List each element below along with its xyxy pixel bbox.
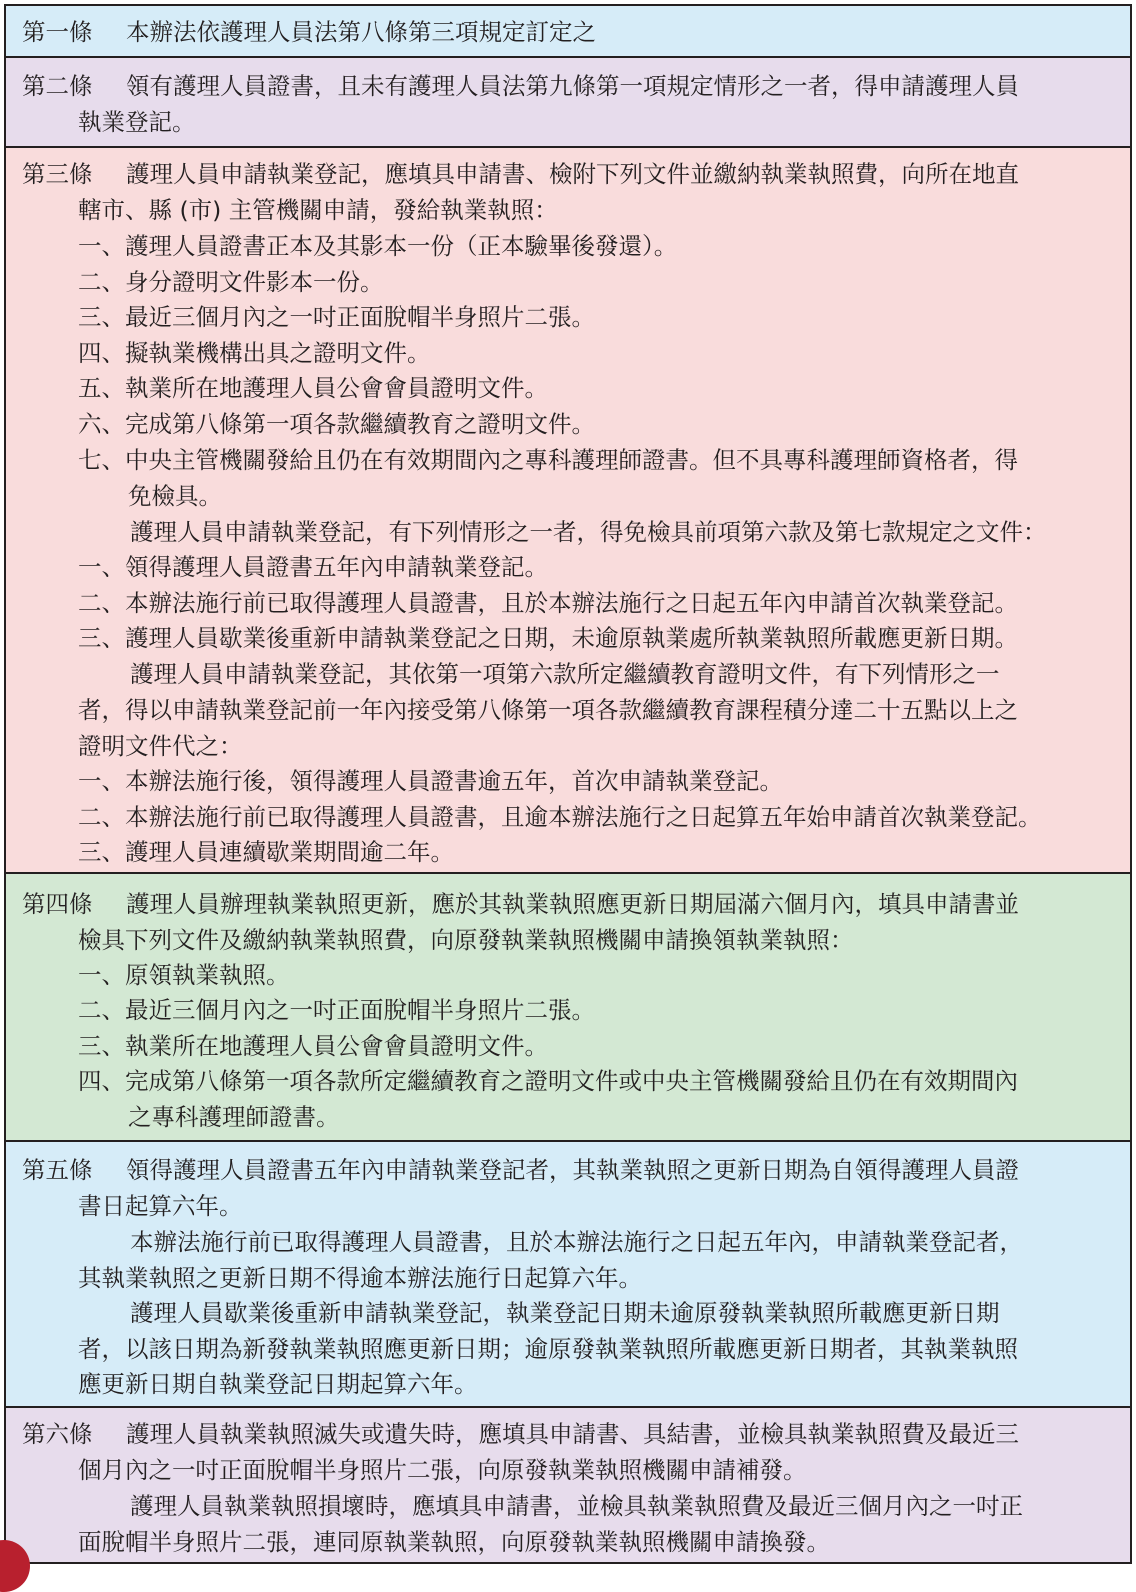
article-text-line: 證明文件代之： xyxy=(78,732,243,760)
article-label: 第四條 xyxy=(22,890,93,918)
list-item: 三、護理人員連續歇業期間逾二年。 xyxy=(78,838,454,866)
list-item: 一、原領執業執照。 xyxy=(78,961,290,989)
article-text-line: 個月內之一吋正面脫帽半身照片二張，向原發執業執照機關申請補發。 xyxy=(78,1456,807,1484)
paragraph-line: 護理人員申請執業登記，其依第一項第六款所定繼續教育證明文件，有下列情形之一 xyxy=(130,660,1000,688)
list-item: 三、護理人員歇業後重新申請執業登記之日期，未逾原執業處所執業執照所載應更新日期。 xyxy=(78,624,1018,652)
article-1 xyxy=(6,6,1130,58)
paragraph-line: 護理人員申請執業登記，有下列情形之一者，得免檢具前項第六款及第七款規定之文件： xyxy=(130,518,1047,546)
article-text-line: 者，以該日期為新發執業執照應更新日期；逾原發執業執照所載應更新日期者，其執業執照 xyxy=(78,1335,1018,1363)
list-item: 二、最近三個月內之一吋正面脫帽半身照片二張。 xyxy=(78,996,595,1024)
article-text-line: 之專科護理師證書。 xyxy=(128,1103,340,1131)
article-text-line: 領有護理人員證書，且未有護理人員法第九條第一項規定情形之一者，得申請護理人員 xyxy=(126,72,1019,100)
list-item: 二、本辦法施行前已取得護理人員證書，且逾本辦法施行之日起算五年始申請首次執業登記。 xyxy=(78,803,1042,831)
article-label: 第一條 xyxy=(22,18,93,46)
article-label: 第六條 xyxy=(22,1420,93,1448)
list-item: 一、本辦法施行後，領得護理人員證書逾五年，首次申請執業登記。 xyxy=(78,767,783,795)
list-item: 五、執業所在地護理人員公會會員證明文件。 xyxy=(78,374,548,402)
article-3 xyxy=(6,148,1130,874)
regulation-document xyxy=(4,4,1132,1564)
list-item: 二、本辦法施行前已取得護理人員證書，且於本辦法施行之日起五年內申請首次執業登記。 xyxy=(78,589,1018,617)
article-label: 第五條 xyxy=(22,1156,93,1184)
article-text-line: 書日起算六年。 xyxy=(78,1192,243,1220)
article-label: 第三條 xyxy=(22,160,93,188)
article-text-line: 免檢具。 xyxy=(128,482,222,510)
paragraph-line: 護理人員執業執照損壞時，應填具申請書，並檢具執業執照費及最近三個月內之一吋正 xyxy=(130,1492,1023,1520)
article-text-line: 本辦法依護理人員法第八條第三項規定訂定之 xyxy=(126,18,596,46)
list-item: 七、中央主管機關發給且仍在有效期間內之專科護理師證書。但不具專科護理師資格者，得 xyxy=(78,446,1018,474)
article-text-line: 其執業執照之更新日期不得逾本辦法施行日起算六年。 xyxy=(78,1264,642,1292)
list-item: 三、最近三個月內之一吋正面脫帽半身照片二張。 xyxy=(78,303,595,331)
paragraph-line: 本辦法施行前已取得護理人員證書，且於本辦法施行之日起五年內，申請執業登記者， xyxy=(130,1228,1023,1256)
article-text-line: 應更新日期自執業登記日期起算六年。 xyxy=(78,1370,478,1398)
paragraph-line: 護理人員歇業後重新申請執業登記，執業登記日期未逾原發執業執照所載應更新日期 xyxy=(130,1299,1000,1327)
article-text-line: 領得護理人員證書五年內申請執業登記者，其執業執照之更新日期為自領得護理人員證 xyxy=(126,1156,1019,1184)
article-text-line: 面脫帽半身照片二張，連同原執業執照，向原發執業執照機關申請換發。 xyxy=(78,1528,830,1556)
article-text-line: 護理人員執業執照滅失或遺失時，應填具申請書、具結書，並檢具執業執照費及最近三 xyxy=(126,1420,1019,1448)
article-5 xyxy=(6,1142,1130,1408)
article-2 xyxy=(6,58,1130,148)
article-text-line: 護理人員申請執業登記，應填具申請書、檢附下列文件並繳納執業執照費，向所在地直 xyxy=(126,160,1019,188)
list-item: 四、擬執業機構出具之證明文件。 xyxy=(78,339,431,367)
article-4 xyxy=(6,874,1130,1142)
article-label: 第二條 xyxy=(22,72,93,100)
article-6 xyxy=(6,1408,1130,1562)
article-text-line: 檢具下列文件及繳納執業執照費，向原發執業執照機關申請換領執業執照： xyxy=(78,926,854,954)
list-item: 一、領得護理人員證書五年內申請執業登記。 xyxy=(78,553,548,581)
article-text-line: 轄市、縣 (市) 主管機關申請，發給執業執照： xyxy=(78,196,558,224)
article-text-line: 執業登記。 xyxy=(78,108,196,136)
list-item: 二、身分證明文件影本一份。 xyxy=(78,268,384,296)
article-text-line: 者，得以申請執業登記前一年內接受第八條第一項各款繼續教育課程積分達二十五點以上之 xyxy=(78,696,1018,724)
article-text-line: 護理人員辦理執業執照更新，應於其執業執照應更新日期屆滿六個月內，填具申請書並 xyxy=(126,890,1019,918)
list-item: 一、護理人員證書正本及其影本一份（正本驗畢後發還）。 xyxy=(78,232,678,260)
list-item: 三、執業所在地護理人員公會會員證明文件。 xyxy=(78,1032,548,1060)
list-item: 四、完成第八條第一項各款所定繼續教育之證明文件或中央主管機關發給且仍在有效期間內 xyxy=(78,1067,1018,1095)
list-item: 六、完成第八條第一項各款繼續教育之證明文件。 xyxy=(78,410,595,438)
